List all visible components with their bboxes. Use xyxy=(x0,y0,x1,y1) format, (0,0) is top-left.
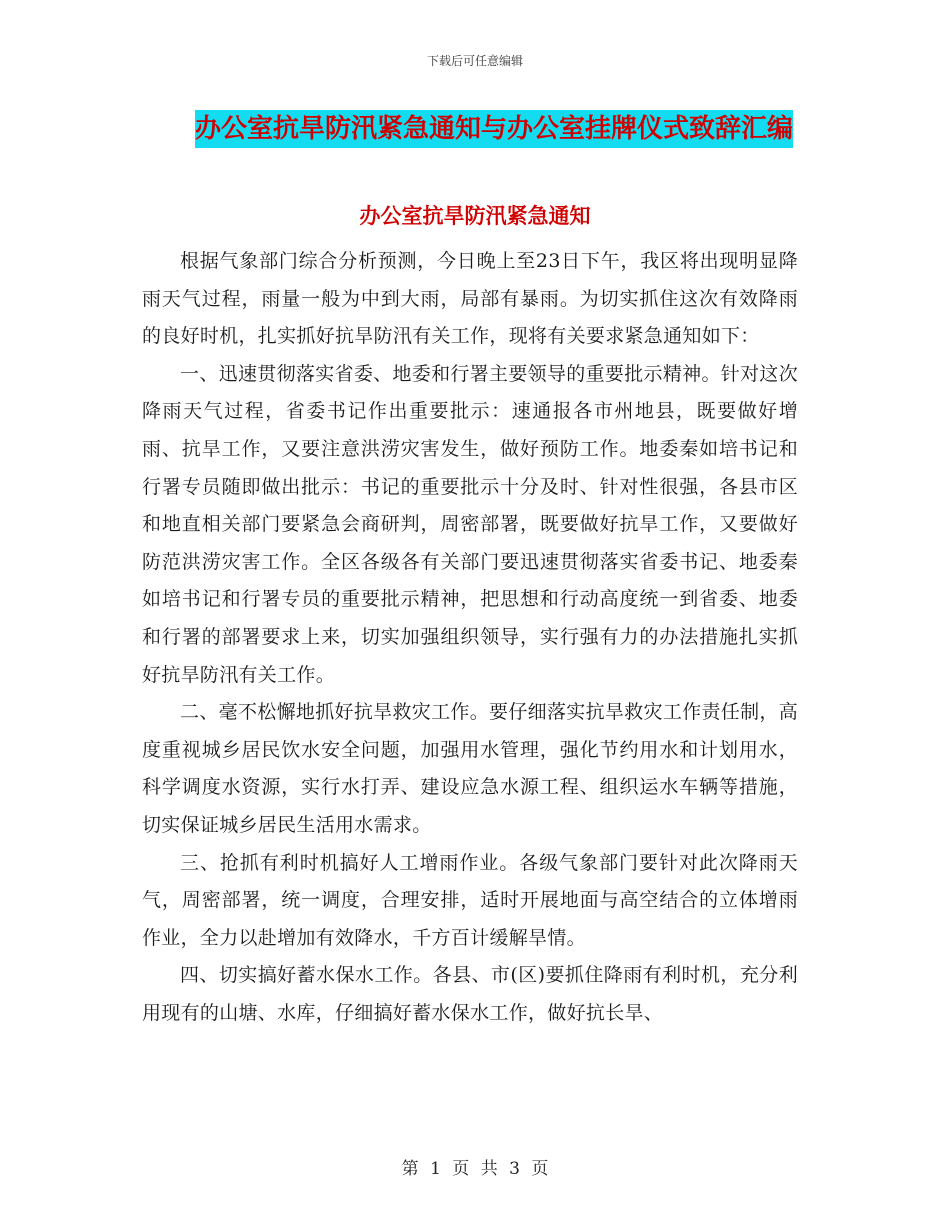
section-title: 办公室抗旱防汛紧急通知 xyxy=(359,204,591,228)
paragraph-3: 三、抢抓有利时机搞好人工增雨作业。各级气象部门要针对此次降雨天气，周密部署，统一调度，合理安排，适时开展地面与高空结合的立体增雨作业，全力以赴增加有效降水，千方百计缓解旱情。 xyxy=(142,851,798,949)
document-body xyxy=(142,243,798,1032)
document-title-wrap xyxy=(195,110,805,148)
paragraph-1: 一、迅速贯彻落实省委、地委和行署主要领导的重要批示精神。针对这次降雨天气过程，省委书记作出重要批示：速通报各市州地县，既要做好增雨、抗旱工作，又要注意洪涝灾害发生，做好预防工作。地委秦如培书记和行署专员随即做出批示：书记的重要批示十分及时、针对性很强，各县市区和地直相关部门要紧急会商研判，周密部署，既要做好抗旱工作，又要做好防范洪涝灾害工作。全区各级各有关部门要迅速贯彻落实省委书记、地委秦如培书记和行署专员的重要批示精神，把思想和行动高度统一到省委、地委和行署的部署要求上来，切实加强组织领导，实行强有力的办法措施扎实抓好抗旱防汛有关工作。 xyxy=(142,362,798,686)
page-header-note: 下载后可任意编辑 xyxy=(426,54,523,68)
document-title: 办公室抗旱防汛紧急通知与办公室挂牌仪式致辞汇编 xyxy=(195,110,793,148)
paragraph-intro: 根据气象部门综合分析预测，今日晚上至23日下午，我区将出现明显降雨天气过程，雨量一般为中到大雨，局部有暴雨。为切实抓住这次有效降雨的良好时机，扎实抓好抗旱防汛有关工作，现将有关要求紧急通知如下： xyxy=(142,250,798,348)
paragraph-2: 二、毫不松懈地抓好抗旱救灾工作。要仔细落实抗旱救灾工作责任制，高度重视城乡居民饮水安全问题，加强用水管理，强化节约用水和计划用水，科学调度水资源，实行水打弄、建设应急水源工程、组织运水车辆等措施，切实保证城乡居民生活用水需求。 xyxy=(142,701,798,836)
page-number: 第 1 页 共 3 页 xyxy=(401,1159,549,1179)
paragraph-4: 四、切实搞好蓄水保水工作。各县、市(区)要抓住降雨有利时机，充分利用现有的山塘、水库，仔细搞好蓄水保水工作，做好抗长旱、 xyxy=(142,964,798,1024)
